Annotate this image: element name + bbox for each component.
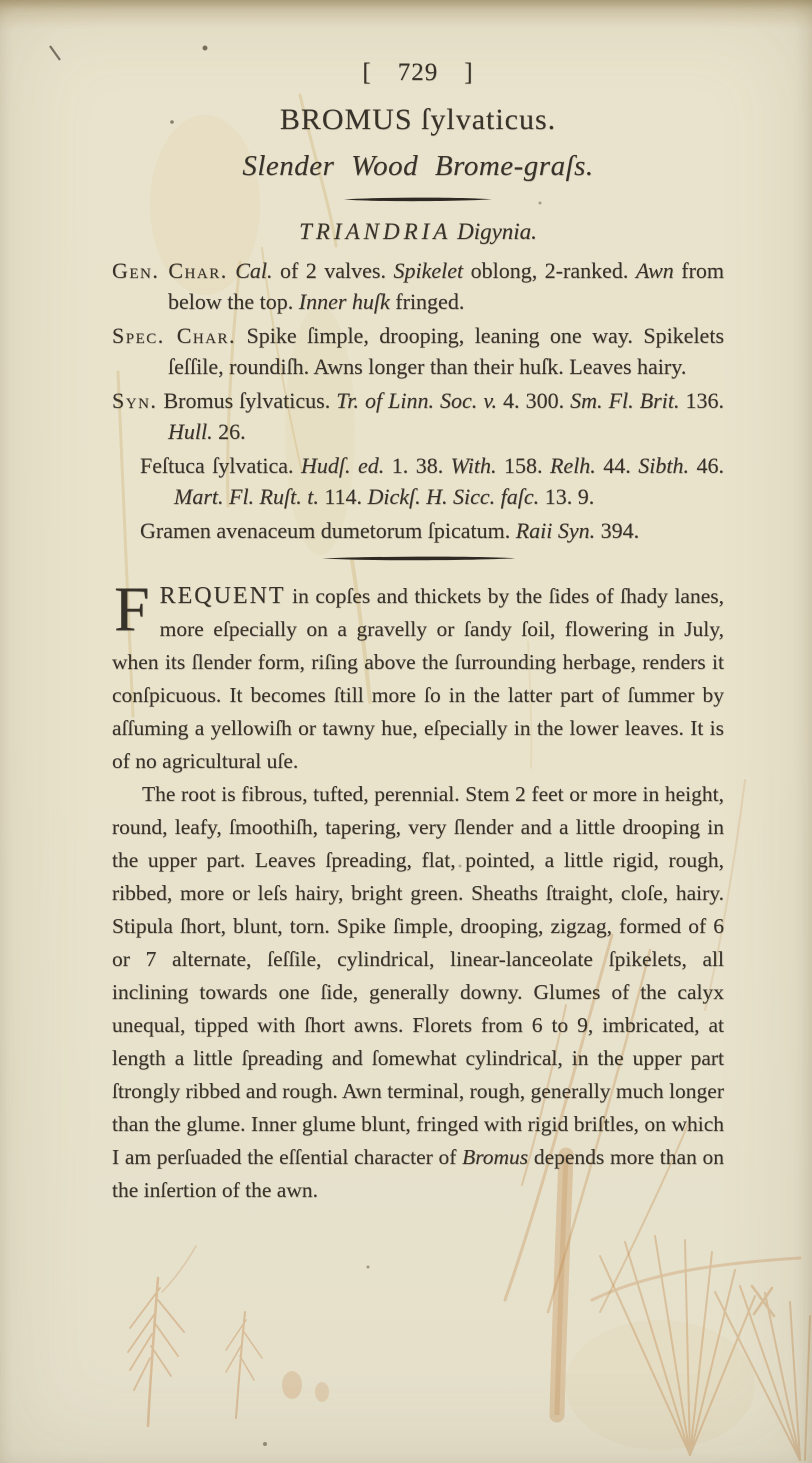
page-number [112, 58, 724, 88]
lead-word: REQUENT [159, 583, 286, 609]
generic-character: Gen. Char. Cal. of 2 valves. Spikelet oblong, 2-ranked. Awn from below the top. Inner huſk fringed. [112, 258, 725, 314]
synonyms-entry: Syn. Bromus ſylvaticus. Tr. of Linn. Soc. v. 4. 300. Sm. Fl. Brit. 136. Hull. 26. [112, 388, 725, 444]
divider-rule-middle [321, 555, 516, 562]
page-number-bracket-right: ] [464, 59, 474, 86]
drop-cap-letter: F [114, 573, 150, 644]
divider-rule-top [343, 196, 493, 203]
species-title-latin: BROMUS ſylvaticus. [279, 103, 557, 136]
botanical-description-paragraph: The root is fibrous, tufted, perennial. Stem 2 feet or more in height, round, leafy, ſmoothiſh, tapering, very ſlender and a little drooping in the upper part. Leaves ſpreading, flat, pointed, a little rigid, rough, ribbed, more or leſs hairy, bright green. Sheaths ſtraight, cloſe, hairy. Stipula ſhort, blunt, torn. Spike ſimple, drooping, zigzag, formed of 6 or 7 alternate, ſeſſile, cylindrical, linear-lanceolate ſpikelets, all inclining towards one ſide, generally downy. Glumes of the calyx unequal, tipped with ſhort awns. Florets from 6 to 9, imbricated, at length a little ſpreading and ſomewhat cylindrical, in the upper part ſtrongly ribbed and rough. Awn terminal, rough, generally much longer than the glume. Inner glume blunt, fringed with rigid briſtles, on which I am perſuaded the eſſential character of Bromus depends more than on the inſertion of the awn. [112, 782, 724, 1202]
page-header [112, 58, 724, 247]
habitat-paragraph-text: in copſes and thickets by the ſides of ſhady lanes, more eſpecially on a gravelly or ſandy ſoil, flowering in July, when its ſlender form, riſing above the ſurrounding herbage, renders it conſpicuous. It becomes ſtill more ſo in the latter part of ſummer by aſſuming a yellowiſh or tawny hue, eſpecially in the lower leaves. It is of no agricultural uſe. [112, 584, 724, 773]
species-title-common: Slender Wood Brome-graſs. [242, 150, 594, 182]
habitat-paragraph [112, 573, 724, 778]
page-number-bracket-left: [ [362, 59, 372, 86]
page-number-value: 729 [397, 59, 439, 86]
synopsis-section [112, 255, 724, 546]
specific-character: Spec. Char. Spike ſimple, drooping, leaning one way. Spikelets ſeſſile, roundiſh. Awns longer than their huſk. Leaves hairy. [112, 323, 724, 379]
classification-line: TRIANDRIA Digynia. [299, 219, 537, 244]
synonym-gramen-entry: Gramen avenaceum dumetorum ſpicatum. Raii Syn. 394. [140, 518, 640, 543]
description-section [112, 573, 724, 1207]
synonym-festuca-entry: Feſtuca ſylvatica. Hudſ. ed. 1. 38. With. 158. Relh. 44. Sibth. 46. Mart. Fl. Ruſt. t. 114. Dickſ. H. Sicc. faſc. 13. 9. [140, 453, 724, 509]
